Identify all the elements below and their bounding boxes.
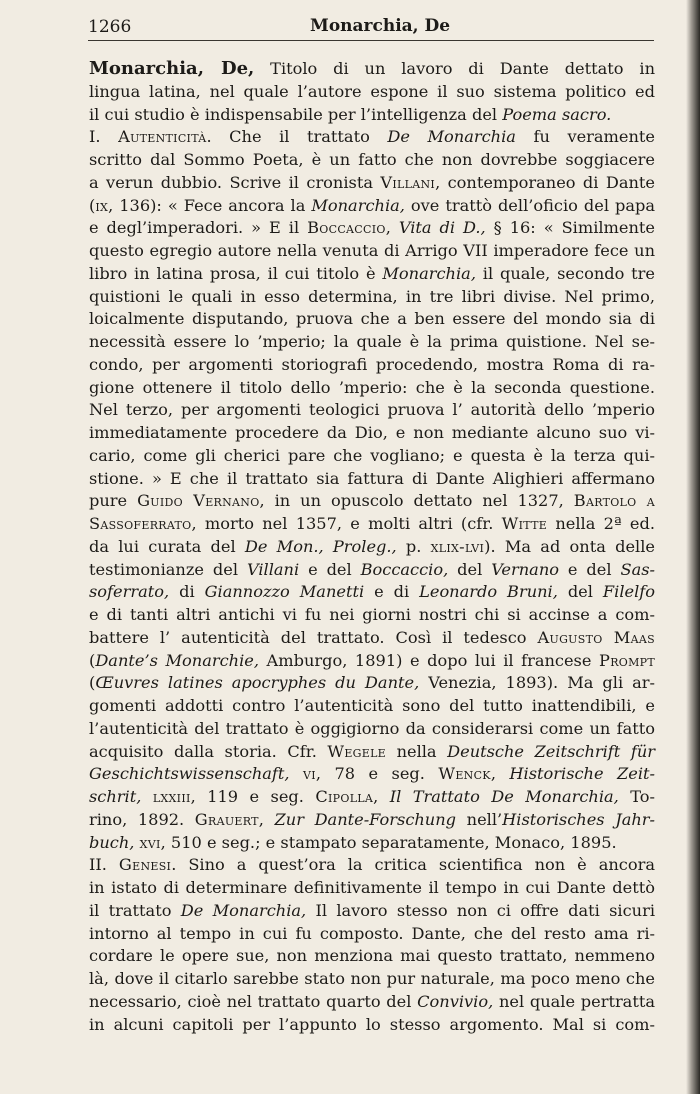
text-run: Titolo di un lavoro di Dante dettato in xyxy=(254,59,656,78)
text-run: Witte xyxy=(501,514,548,533)
text-run: Historisches Jahr- xyxy=(502,809,655,829)
text-run: a verun dubbio. Scrive il cronista xyxy=(89,172,381,192)
text-run: I. xyxy=(89,127,119,147)
text-line xyxy=(89,877,655,900)
text-run: lingua latina, nel quale l’autore espone il suo sistema politico ed xyxy=(89,81,655,101)
text-run: § 16: « Similmente xyxy=(485,218,655,238)
text-run: cario, come gli cherici pare che vogliano; e questa è la terza qui- xyxy=(89,445,655,465)
text-line xyxy=(89,536,655,559)
text-run: di xyxy=(169,582,205,602)
text-run: Boccaccio xyxy=(307,218,386,238)
text-run: battere l’ autenticità del trattato. Così il tedesco xyxy=(89,627,538,647)
text-line xyxy=(89,718,655,741)
text-run: Geschichtswissenschaft, xyxy=(89,764,290,784)
text-run: Guido Vernano xyxy=(137,491,260,511)
text-run: il quale, secondo tre xyxy=(475,263,655,283)
text-run: stione. » E che il trattato sia fattura di Dante Alighieri affermano xyxy=(89,468,655,488)
text-run: Vita di D., xyxy=(398,218,486,238)
text-run: , xyxy=(385,218,399,238)
text-run: , xyxy=(490,764,510,784)
text-run: intorno al tempo in cui fu composto. Dante, che del resto ama ri- xyxy=(89,923,655,943)
text-run: II. xyxy=(89,855,119,875)
text-run: xvi xyxy=(139,832,161,852)
text-run: gomenti addotti contro l’autenticità sono del tutto inattendibili, e xyxy=(89,696,655,715)
text-run: ). Ma ad onta delle xyxy=(484,536,655,556)
text-run: Villani xyxy=(380,172,436,192)
text-run: cordare le opere sue, non menziona mai questo trattato, nemmeno xyxy=(89,946,655,966)
text-run: Cipolla xyxy=(315,787,374,806)
text-run: Vernano xyxy=(491,559,559,579)
text-run: quistioni le quali in esso determina, in tre libri divise. Nel primo, xyxy=(89,286,655,306)
text-run: il cui studio è indispensabile per l’intelligenza del xyxy=(89,104,503,124)
text-run: Wenck xyxy=(438,764,491,784)
text-line xyxy=(89,399,655,422)
text-run: loicalmente disputando, pruova che a ben essere del mondo sia di xyxy=(89,309,655,329)
text-run: , 136): « Fece ancora la xyxy=(108,195,312,215)
text-run: . Sino a quest’ora la critica scientifica non è ancora xyxy=(171,855,655,875)
text-line xyxy=(89,422,655,445)
text-line xyxy=(89,354,655,377)
text-line xyxy=(89,695,655,718)
text-line xyxy=(89,923,655,946)
text-run: necessità essere lo ’mperio; la quale è la prima quistione. Nel se- xyxy=(89,332,655,351)
text-line xyxy=(89,650,655,673)
running-head: Monarchia, De xyxy=(310,16,451,36)
text-run: Il Trattato De Monarchia, xyxy=(389,787,619,806)
text-line xyxy=(89,581,655,604)
text-run: ( xyxy=(89,650,96,670)
text-line xyxy=(89,377,655,400)
text-run: xlix-lvi xyxy=(430,536,485,556)
text-line xyxy=(89,627,655,650)
text-run: Deutsche Zeitschrift für xyxy=(447,741,655,761)
text-line xyxy=(89,217,655,240)
text-line xyxy=(89,490,655,513)
text-run: scritto dal Sommo Poeta, è un fatto che non dovrebbe soggiacere xyxy=(89,150,655,169)
text-run: Bartolo a xyxy=(573,491,655,511)
text-run: soferrato, xyxy=(89,582,170,602)
text-run: Monarchia, xyxy=(382,263,476,283)
text-run: del xyxy=(557,582,603,602)
text-run: Amburgo, 1891) e dopo lui il francese xyxy=(259,650,599,670)
text-run: in istato di determinare definitivamente il tempo in cui Dante dettò xyxy=(89,878,655,897)
text-run: nel quale pertratta xyxy=(493,991,655,1011)
text-run: Zur Dante-Forschung xyxy=(274,809,457,829)
text-line xyxy=(89,991,655,1014)
text-run: gione ottenere il titolo dello ’mperio: che è la seconda questione. xyxy=(89,377,655,397)
text-run: del xyxy=(448,559,492,579)
text-run: Augusto Maas xyxy=(537,627,656,647)
text-run: nella xyxy=(386,741,448,761)
text-run: Villani xyxy=(246,559,300,579)
text-run: Wegele xyxy=(327,741,387,761)
text-run: Poema sacro. xyxy=(502,104,612,124)
text-line xyxy=(89,468,655,491)
text-run: Giannozzo Manetti xyxy=(204,582,365,602)
text-line xyxy=(89,968,655,991)
entry-headword: Monarchia, De, xyxy=(89,58,255,79)
text-run: nella 2ª ed. xyxy=(547,514,655,533)
text-run: ove trattò dell’oficio del papa xyxy=(404,195,656,215)
text-run: Venezia, 1893). Ma gli ar- xyxy=(419,673,655,693)
text-run: necessario, cioè nel trattato quarto del xyxy=(89,991,418,1011)
text-run: e del xyxy=(299,559,361,579)
text-run: il trattato xyxy=(89,900,181,920)
text-run: Sassoferrato xyxy=(89,514,192,533)
text-run: ix xyxy=(95,195,109,215)
text-line xyxy=(89,240,655,263)
text-run: Il lavoro stesso non ci offre dati sicuri xyxy=(306,900,655,920)
text-run: , contemporaneo di Dante xyxy=(435,172,655,192)
text-line xyxy=(89,263,655,286)
text-run: Convivio, xyxy=(417,991,494,1011)
text-run: Genesi xyxy=(118,855,172,875)
text-line xyxy=(89,445,655,468)
text-run: questo egregio autore nella venuta di Arrigo VII imperadore fece un xyxy=(89,241,655,260)
text-line xyxy=(89,331,655,354)
text-line xyxy=(89,672,655,695)
text-run: , xyxy=(258,809,275,829)
page-number: 1266 xyxy=(88,17,132,37)
text-run: Prompt xyxy=(599,650,655,670)
text-run: testimonianze del xyxy=(89,559,247,579)
text-run: immediatamente procedere da Dio, e non mediante alcuno suo vi- xyxy=(89,423,655,442)
text-run: Nel terzo, per argomenti teologici pruova l’ autorità dello ’mperio xyxy=(89,400,655,420)
page-edge-shadow xyxy=(686,0,700,1094)
text-line xyxy=(89,741,655,764)
text-line xyxy=(89,786,655,809)
text-run: Monarchia, xyxy=(311,195,405,215)
text-line xyxy=(89,513,655,536)
text-run: libro in latina prosa, il cui titolo è xyxy=(89,263,383,283)
text-line xyxy=(89,149,655,172)
text-run: buch, xyxy=(89,832,135,852)
text-run: , 510 e seg.; e stampato separatamente, Monaco, 1895. xyxy=(160,832,617,852)
text-run: Leonardo Bruni, xyxy=(419,582,558,602)
text-run: e di xyxy=(364,582,420,602)
page-header xyxy=(88,14,654,42)
text-line xyxy=(89,900,655,923)
text-run: ( xyxy=(89,195,96,215)
text-line xyxy=(89,604,655,627)
text-line xyxy=(89,945,655,968)
text-run: , 78 e seg. xyxy=(315,764,439,784)
text-run: in alcuni capitoli per l’appunto lo stesso argomento. Mal si com- xyxy=(89,1014,655,1034)
text-run: , morto nel 1357, e molti altri (cfr. xyxy=(191,514,502,533)
text-line xyxy=(89,126,655,149)
text-run: rino, 1892. xyxy=(89,809,195,829)
text-run: Autenticità xyxy=(118,127,207,147)
text-run: Œuvres latines apocryphes du Dante, xyxy=(95,673,420,693)
text-run: Historische Zeit- xyxy=(509,764,655,784)
text-run: . Che il trattato xyxy=(206,127,388,147)
text-run: Grauert xyxy=(194,809,259,829)
text-line xyxy=(89,809,655,832)
text-run: fu veramente xyxy=(515,127,655,147)
header-rule xyxy=(88,40,654,41)
text-line xyxy=(89,104,655,127)
text-run: , in un opuscolo dettato nel 1327, xyxy=(259,491,574,511)
text-run: Boccaccio, xyxy=(360,559,449,579)
text-run: , xyxy=(373,787,390,806)
text-line xyxy=(89,763,655,786)
text-line xyxy=(89,559,655,582)
text-run: ( xyxy=(89,673,96,693)
text-run: lxxiii xyxy=(152,787,191,806)
entry-body xyxy=(89,58,655,1036)
text-run: condo, per argomenti storiografi procedendo, mostra Roma di ra- xyxy=(89,354,655,374)
text-line xyxy=(89,854,655,877)
text-run: acquisito dalla storia. Cfr. xyxy=(89,741,328,761)
text-run: pure xyxy=(89,491,138,511)
text-line xyxy=(89,308,655,331)
text-run: là, dove il citarlo sarebbe stato non pur naturale, ma poco meno che xyxy=(89,969,655,988)
text-run: , 119 e seg. xyxy=(190,787,316,806)
text-run xyxy=(141,787,152,806)
text-run: De Monarchia, xyxy=(180,900,307,920)
text-run: nell’ xyxy=(456,809,503,829)
text-run: De Mon., Proleg., xyxy=(244,536,397,556)
text-line xyxy=(89,172,655,195)
text-run: schrit, xyxy=(89,787,142,806)
text-line xyxy=(89,81,655,104)
text-run: De Monarchia xyxy=(387,127,516,147)
text-line xyxy=(89,195,655,218)
text-line xyxy=(89,286,655,309)
text-run: e degl’imperadori. » E il xyxy=(89,218,308,238)
text-run: da lui curata del xyxy=(89,536,245,556)
text-run: e di tanti altri antichi vi fu nei giorni nostri chi si accinse a com- xyxy=(89,605,655,624)
text-run xyxy=(290,764,303,783)
text-run: Sas- xyxy=(620,559,656,579)
text-run: Dante’s Monarchie, xyxy=(95,650,259,670)
text-line xyxy=(89,1014,655,1037)
text-run: vi xyxy=(303,764,316,784)
text-run: p. xyxy=(396,536,431,556)
text-run: To- xyxy=(618,787,656,806)
text-line xyxy=(89,58,655,81)
text-run: Filelfo xyxy=(602,582,655,602)
text-run: l’autenticità del trattato è oggigiorno da considerarsi come un fatto xyxy=(89,718,655,738)
text-line xyxy=(89,832,655,855)
text-run: e del xyxy=(559,559,621,579)
